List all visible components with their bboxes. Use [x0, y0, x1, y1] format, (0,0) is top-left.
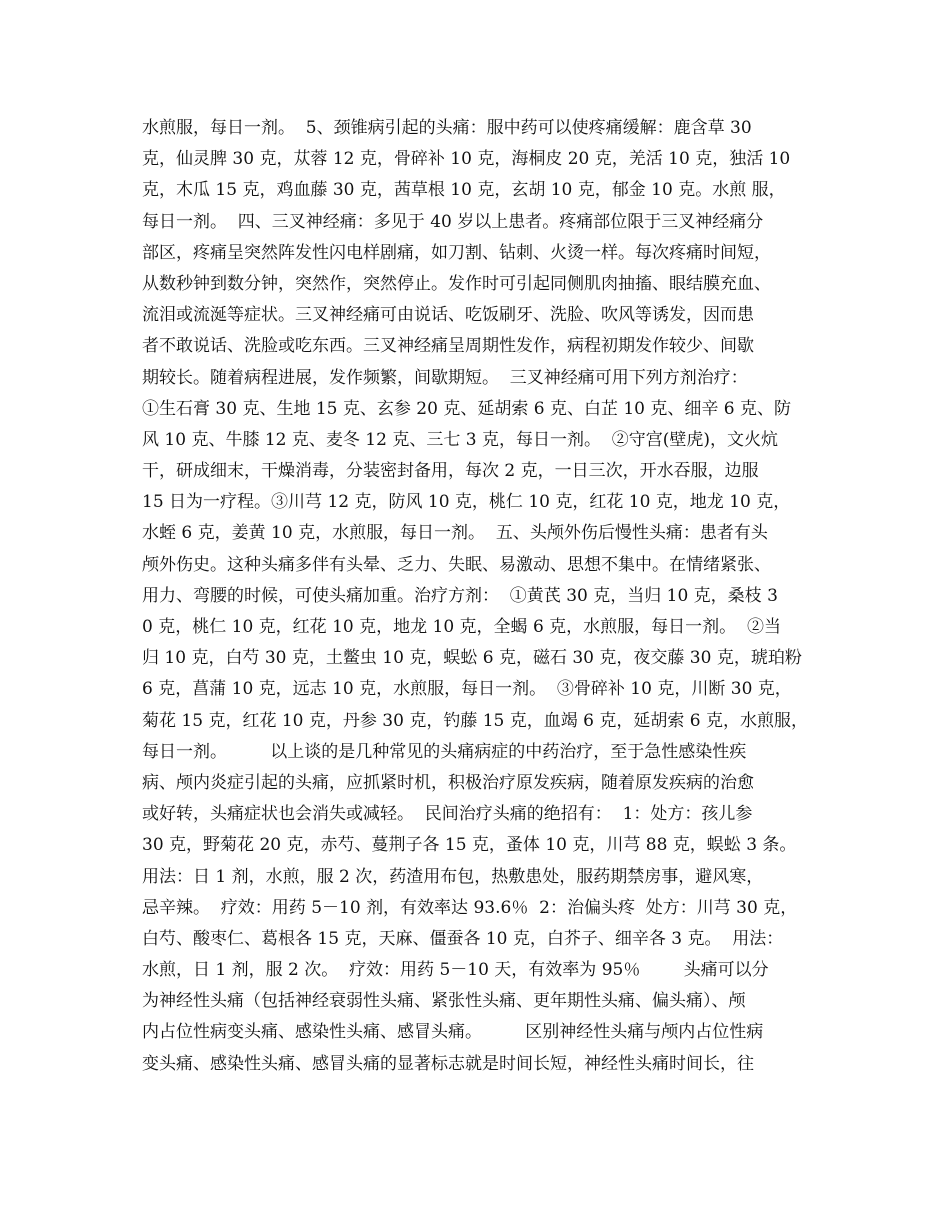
text-line: 流泪或流涎等症状。三叉神经痛可由说话、吃饭刷牙、洗脸、吹风等诱发，因而患	[142, 305, 754, 326]
text-line: 用法：日 1 剂，水煎，服 2 次，药渣用布包，热敷患处，服药期禁房事，避风寒，	[142, 866, 764, 887]
text-line: ①生石膏 30 克、生地 15 克、玄参 20 克、延胡索 6 克、白芷 10 克、细辛 6 克、防	[142, 398, 792, 419]
text-line: 白芍、酸枣仁、葛根各 15 克，天麻、僵蚕各 10 克，白芥子、细辛各 3 克。 用法：	[142, 928, 784, 949]
text-line: 克，仙灵脾 30 克，苁蓉 12 克，骨碎补 10 克，海桐皮 20 克，羌活 10 克，独活 10	[142, 149, 791, 170]
text-line: 6 克，菖蒲 10 克，远志 10 克，水煎服，每日一剂。 ③骨碎补 10 克，川断 30 克，	[142, 679, 792, 700]
text-line: 水煎，日 1 剂，服 2 次。 疗效：用药 5－10 天，有效率为 95％ 头痛可以分	[142, 960, 769, 981]
text-line: 归 10 克，白芍 30 克，土鳖虫 10 克，蜈蚣 6 克，磁石 30 克，夜交藤 30 克，琥珀粉	[142, 648, 802, 669]
text-line: 从数秒钟到数分钟，突然作，突然停止。发作时可引起同侧肌肉抽搐、眼结膜充血、	[142, 273, 771, 294]
text-line: 者不敢说话、洗脸或吃东西。三叉神经痛呈周期性发作，病程初期发作较少、间歇	[142, 336, 754, 357]
text-line: 风 10 克、牛膝 12 克、麦冬 12 克、三七 3 克，每日一剂。 ②守宫(壁虎)，文火炕	[142, 429, 779, 450]
document-body-text	[142, 113, 832, 1080]
text-line: 15 日为一疗程。③川芎 12 克，防风 10 克，桃仁 10 克，红花 10 克，地龙 10 克，	[142, 492, 791, 513]
text-line: 期较长。随着病程进展，发作频繁，间歇期短。 三叉神经痛可用下列方剂治疗：	[142, 367, 748, 388]
text-line: 每日一剂。 四、三叉神经痛：多见于 40 岁以上患者。疼痛部位限于三叉神经痛分	[142, 211, 764, 232]
text-line: 水煎服，每日一剂。 5、颈锥病引起的头痛：服中药可以使疼痛缓解：鹿含草 30	[142, 118, 752, 138]
text-line: 颅外伤史。这种头痛多伴有头晕、乏力、失眠、易激动、思想不集中。在情绪紧张、	[142, 554, 771, 575]
text-line: 水蛭 6 克，姜黄 10 克，水煎服，每日一剂。 五、头颅外伤后慢性头痛：患者有头	[142, 523, 768, 544]
text-line: 用力、弯腰的时候，可使头痛加重。治疗方剂： ①黄芪 30 克，当归 10 克，桑枝 3	[142, 585, 778, 606]
text-line: 为神经性头痛（包括神经衰弱性头痛、紧张性头痛、更年期性头痛、偏头痛）、颅	[142, 991, 746, 1012]
text-line: 部区，疼痛呈突然阵发性闪电样剧痛，如刀割、钻刺、火烫一样。每次疼痛时间短，	[142, 242, 771, 263]
text-line: 或好转，头痛症状也会消失或减轻。 民间治疗头痛的绝招有： 1：处方：孩儿参	[142, 804, 753, 825]
text-line: 变头痛、感染性头痛、感冒头痛的显著标志就是时间长短，神经性头痛时间长，往	[142, 1053, 754, 1074]
text-line: 干，研成细末，干燥消毒，分装密封备用，每次 2 克，一日三次，开水吞服，边服	[142, 461, 759, 482]
text-line: 忌辛辣。 疗效：用药 5－10 剂，有效率达 93.6％ 2：治偏头疼 处方：川芎 30 克，	[142, 897, 798, 918]
text-line: 菊花 15 克，红花 10 克，丹参 30 克，钓藤 15 克，血竭 6 克，延胡索 6 克，水煎服，	[142, 710, 809, 731]
text-line: 30 克，野菊花 20 克，赤芍、蔓荆子各 15 克，蚤体 10 克，川芎 88 克，蜈蚣 3 条。	[142, 835, 797, 856]
text-line: 克，木瓜 15 克，鸡血藤 30 克，茜草根 10 克，玄胡 10 克，郁金 10 克。水煎 服，	[142, 180, 786, 201]
text-line: 每日一剂。 以上谈的是几种常见的头痛病症的中药治疗，至于急性感染性疾	[142, 741, 747, 762]
text-line: 病、颅内炎症引起的头痛，应抓紧时机，积极治疗原发疾病，随着原发疾病的治愈	[142, 772, 754, 793]
text-line: 内占位性病变头痛、感染性头痛、感冒头痛。 区别神经性头痛与颅内占位性病	[142, 1022, 764, 1043]
text-line: 0 克，桃仁 10 克，红花 10 克，地龙 10 克，全蝎 6 克，水煎服，每日一剂。 ②当	[142, 617, 781, 637]
